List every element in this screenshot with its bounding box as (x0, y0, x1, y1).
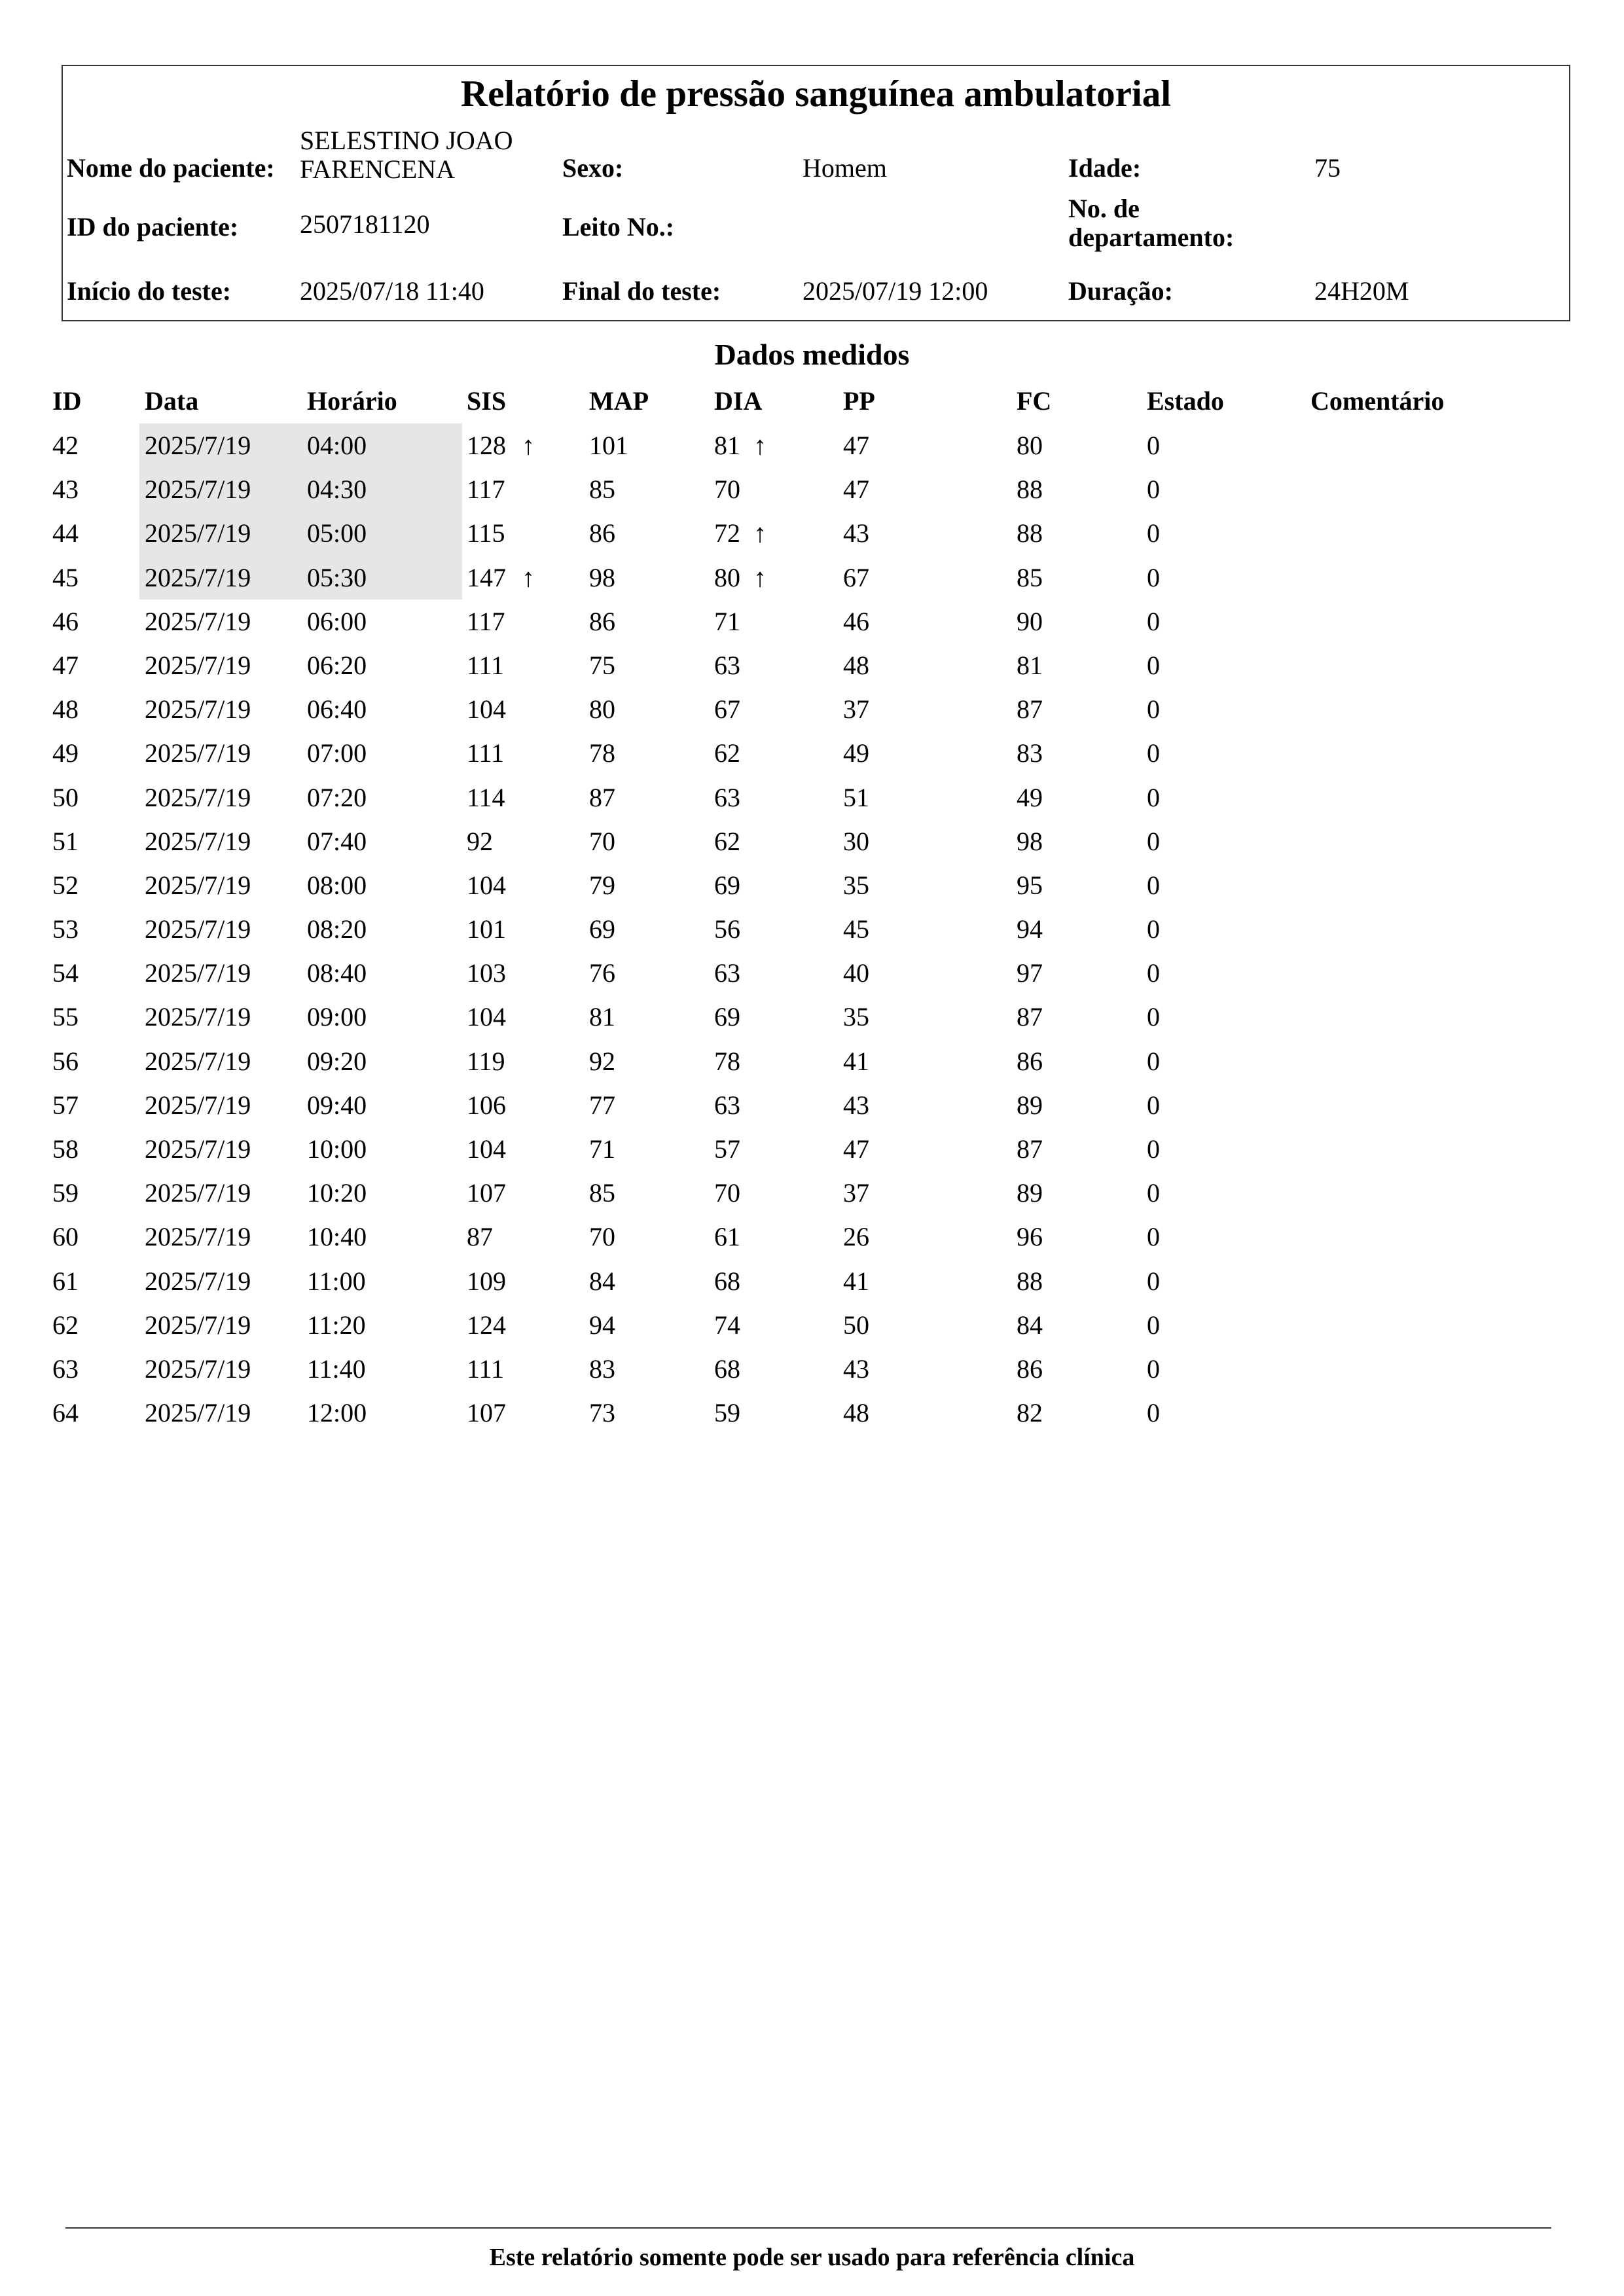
table-row (0, 907, 1624, 951)
cell-date: 2025/7/19 (145, 782, 251, 812)
cell-fc: 95 (1017, 870, 1043, 900)
cell-sis: 87 (467, 1222, 493, 1252)
table-row (0, 1259, 1624, 1303)
dia-high-arrow-icon: ↑ (753, 518, 767, 548)
cell-id: 55 (52, 1002, 79, 1032)
cell-time: 07:00 (307, 738, 367, 768)
cell-dia: 68 (714, 1266, 740, 1296)
cell-map: 70 (589, 1222, 615, 1252)
patient-id-label: ID do paciente: (67, 212, 239, 242)
cell-date: 2025/7/19 (145, 870, 251, 900)
cell-id: 45 (52, 562, 79, 592)
cell-date: 2025/7/19 (145, 650, 251, 680)
cell-time: 11:00 (307, 1266, 366, 1296)
cell-pp: 47 (843, 475, 869, 505)
cell-pp: 30 (843, 826, 869, 856)
cell-id: 56 (52, 1046, 79, 1076)
cell-pp: 46 (843, 606, 869, 636)
cell-fc: 83 (1017, 738, 1043, 768)
cell-status: 0 (1147, 1354, 1160, 1384)
table-row (0, 423, 1624, 467)
cell-dia: 72 (714, 518, 740, 548)
cell-sis: 109 (467, 1266, 506, 1296)
cell-fc: 82 (1017, 1398, 1043, 1428)
cell-date: 2025/7/19 (145, 562, 251, 592)
cell-time: 09:40 (307, 1090, 367, 1120)
cell-dia: 69 (714, 1002, 740, 1032)
column-header-sis: SIS (467, 386, 507, 416)
cell-date: 2025/7/19 (145, 914, 251, 944)
cell-fc: 49 (1017, 782, 1043, 812)
cell-fc: 94 (1017, 914, 1043, 944)
sis-high-arrow-icon: ↑ (522, 431, 535, 460)
column-header-fc: FC (1017, 386, 1052, 416)
cell-pp: 45 (843, 914, 869, 944)
age-label: Idade: (1068, 153, 1142, 183)
cell-dia: 68 (714, 1354, 740, 1384)
cell-status: 0 (1147, 738, 1160, 768)
cell-status: 0 (1147, 1266, 1160, 1296)
cell-map: 87 (589, 782, 615, 812)
table-row (0, 951, 1624, 995)
start-label: Início do teste: (67, 276, 232, 306)
cell-sis: 104 (467, 694, 506, 725)
cell-date: 2025/7/19 (145, 1266, 251, 1296)
cell-pp: 41 (843, 1266, 869, 1296)
cell-map: 69 (589, 914, 615, 944)
cell-map: 83 (589, 1354, 615, 1384)
cell-status: 0 (1147, 1046, 1160, 1076)
cell-sis: 119 (467, 1046, 505, 1076)
cell-sis: 106 (467, 1090, 506, 1120)
cell-dia: 61 (714, 1222, 740, 1252)
cell-status: 0 (1147, 606, 1160, 636)
cell-dia: 78 (714, 1046, 740, 1076)
cell-pp: 43 (843, 1354, 869, 1384)
cell-time: 12:00 (307, 1398, 367, 1428)
cell-pp: 48 (843, 1398, 869, 1428)
cell-map: 94 (589, 1310, 615, 1340)
footer-divider (65, 2227, 1551, 2229)
cell-date: 2025/7/19 (145, 1090, 251, 1120)
department-label: No. de departamento: (1068, 194, 1235, 252)
cell-map: 85 (589, 475, 615, 505)
cell-map: 75 (589, 650, 615, 680)
cell-id: 52 (52, 870, 79, 900)
cell-time: 08:20 (307, 914, 367, 944)
table-row (0, 1391, 1624, 1435)
age-value: 75 (1314, 153, 1341, 183)
cell-date: 2025/7/19 (145, 1134, 251, 1164)
table-row (0, 1171, 1624, 1215)
table-row (0, 1039, 1624, 1083)
cell-status: 0 (1147, 475, 1160, 505)
cell-time: 06:20 (307, 650, 367, 680)
cell-map: 80 (589, 694, 615, 725)
footer-note: Este relatório somente pode ser usado para referência clínica (489, 2244, 1135, 2271)
cell-date: 2025/7/19 (145, 694, 251, 725)
patient-name-value: SELESTINO JOAO FARENCENA (300, 126, 513, 184)
cell-fc: 80 (1017, 431, 1043, 460)
cell-map: 77 (589, 1090, 615, 1120)
cell-date: 2025/7/19 (145, 1002, 251, 1032)
cell-sis: 104 (467, 1134, 506, 1164)
cell-time: 05:30 (307, 562, 367, 592)
cell-id: 44 (52, 518, 79, 548)
cell-sis: 101 (467, 914, 506, 944)
table-row (0, 467, 1624, 511)
cell-sis: 107 (467, 1398, 506, 1428)
cell-dia: 67 (714, 694, 740, 725)
cell-map: 73 (589, 1398, 615, 1428)
table-row (0, 556, 1624, 600)
table-row (0, 1347, 1624, 1391)
cell-date: 2025/7/19 (145, 431, 251, 460)
cell-date: 2025/7/19 (145, 606, 251, 636)
cell-date: 2025/7/19 (145, 1354, 251, 1384)
cell-dia: 56 (714, 914, 740, 944)
cell-time: 06:00 (307, 606, 367, 636)
cell-sis: 111 (467, 650, 505, 680)
cell-date: 2025/7/19 (145, 1222, 251, 1252)
cell-time: 08:00 (307, 870, 367, 900)
table-row (0, 511, 1624, 555)
cell-time: 04:00 (307, 431, 367, 460)
cell-fc: 89 (1017, 1178, 1043, 1208)
patient-id-value: 2507181120 (300, 209, 430, 239)
table-row (0, 600, 1624, 643)
cell-date: 2025/7/19 (145, 826, 251, 856)
cell-status: 0 (1147, 958, 1160, 988)
cell-map: 86 (589, 518, 615, 548)
cell-id: 64 (52, 1398, 79, 1428)
cell-id: 63 (52, 1354, 79, 1384)
cell-pp: 51 (843, 782, 869, 812)
cell-sis: 107 (467, 1178, 506, 1208)
cell-date: 2025/7/19 (145, 958, 251, 988)
cell-map: 79 (589, 870, 615, 900)
cell-fc: 87 (1017, 694, 1043, 725)
table-row (0, 643, 1624, 687)
cell-time: 07:20 (307, 782, 367, 812)
table-row (0, 1083, 1624, 1127)
cell-fc: 84 (1017, 1310, 1043, 1340)
cell-status: 0 (1147, 1310, 1160, 1340)
cell-status: 0 (1147, 782, 1160, 812)
cell-fc: 90 (1017, 606, 1043, 636)
bed-label: Leito No.: (562, 212, 675, 242)
report-title: Relatório de pressão sanguínea ambulatorial (460, 73, 1172, 115)
cell-sis: 124 (467, 1310, 506, 1340)
cell-fc: 88 (1017, 475, 1043, 505)
cell-sis: 128 (467, 431, 506, 460)
cell-status: 0 (1147, 1002, 1160, 1032)
cell-sis: 92 (467, 826, 493, 856)
cell-dia: 71 (714, 606, 740, 636)
table-row (0, 687, 1624, 731)
cell-map: 78 (589, 738, 615, 768)
cell-status: 0 (1147, 826, 1160, 856)
cell-status: 0 (1147, 870, 1160, 900)
cell-time: 10:00 (307, 1134, 367, 1164)
end-value: 2025/07/19 12:00 (803, 276, 988, 306)
column-header-status: Estado (1147, 386, 1224, 416)
cell-time: 04:30 (307, 475, 367, 505)
cell-id: 42 (52, 431, 79, 460)
cell-map: 76 (589, 958, 615, 988)
cell-sis: 111 (467, 738, 505, 768)
cell-map: 71 (589, 1134, 615, 1164)
cell-time: 11:20 (307, 1310, 366, 1340)
cell-time: 06:40 (307, 694, 367, 725)
table-row (0, 776, 1624, 819)
cell-id: 60 (52, 1222, 79, 1252)
dia-high-arrow-icon: ↑ (753, 562, 767, 592)
cell-id: 61 (52, 1266, 79, 1296)
cell-pp: 37 (843, 694, 869, 725)
cell-sis: 117 (467, 475, 505, 505)
cell-date: 2025/7/19 (145, 1398, 251, 1428)
cell-time: 08:40 (307, 958, 367, 988)
cell-sis: 115 (467, 518, 505, 548)
cell-pp: 43 (843, 1090, 869, 1120)
cell-fc: 87 (1017, 1134, 1043, 1164)
cell-id: 43 (52, 475, 79, 505)
cell-dia: 62 (714, 826, 740, 856)
table-row (0, 1215, 1624, 1259)
cell-fc: 96 (1017, 1222, 1043, 1252)
dia-high-arrow-icon: ↑ (753, 431, 767, 460)
cell-status: 0 (1147, 1090, 1160, 1120)
cell-sis: 147 (467, 562, 506, 592)
measurement-table (0, 423, 1624, 1435)
cell-map: 85 (589, 1178, 615, 1208)
cell-pp: 35 (843, 1002, 869, 1032)
cell-status: 0 (1147, 1178, 1160, 1208)
cell-map: 70 (589, 826, 615, 856)
cell-time: 11:40 (307, 1354, 366, 1384)
cell-sis: 104 (467, 870, 506, 900)
column-header-date: Data (145, 386, 199, 416)
cell-id: 62 (52, 1310, 79, 1340)
cell-sis: 103 (467, 958, 506, 988)
column-header-map: MAP (589, 386, 649, 416)
cell-map: 81 (589, 1002, 615, 1032)
measured-data-title: Dados medidos (714, 338, 910, 371)
table-row (0, 731, 1624, 775)
cell-id: 48 (52, 694, 79, 725)
cell-dia: 63 (714, 782, 740, 812)
cell-dia: 69 (714, 870, 740, 900)
cell-date: 2025/7/19 (145, 475, 251, 505)
end-label: Final do teste: (562, 276, 721, 306)
cell-id: 46 (52, 606, 79, 636)
cell-date: 2025/7/19 (145, 1178, 251, 1208)
cell-fc: 88 (1017, 518, 1043, 548)
cell-fc: 89 (1017, 1090, 1043, 1120)
cell-status: 0 (1147, 562, 1160, 592)
cell-sis: 117 (467, 606, 505, 636)
cell-status: 0 (1147, 1134, 1160, 1164)
cell-id: 58 (52, 1134, 79, 1164)
cell-status: 0 (1147, 694, 1160, 725)
cell-status: 0 (1147, 1398, 1160, 1428)
cell-dia: 63 (714, 650, 740, 680)
cell-time: 05:00 (307, 518, 367, 548)
cell-dia: 70 (714, 1178, 740, 1208)
cell-id: 59 (52, 1178, 79, 1208)
cell-time: 10:40 (307, 1222, 367, 1252)
cell-sis: 111 (467, 1354, 505, 1384)
cell-dia: 62 (714, 738, 740, 768)
table-row (0, 1127, 1624, 1171)
cell-map: 98 (589, 562, 615, 592)
cell-id: 57 (52, 1090, 79, 1120)
cell-id: 54 (52, 958, 79, 988)
cell-dia: 63 (714, 1090, 740, 1120)
cell-pp: 47 (843, 1134, 869, 1164)
cell-dia: 63 (714, 958, 740, 988)
cell-map: 84 (589, 1266, 615, 1296)
column-header-id: ID (52, 386, 82, 416)
cell-fc: 97 (1017, 958, 1043, 988)
cell-fc: 85 (1017, 562, 1043, 592)
cell-fc: 88 (1017, 1266, 1043, 1296)
cell-time: 09:20 (307, 1046, 367, 1076)
table-row (0, 1303, 1624, 1347)
cell-dia: 74 (714, 1310, 740, 1340)
cell-time: 09:00 (307, 1002, 367, 1032)
duration-label: Duração: (1068, 276, 1173, 306)
cell-pp: 48 (843, 650, 869, 680)
cell-pp: 50 (843, 1310, 869, 1340)
cell-id: 50 (52, 782, 79, 812)
cell-id: 51 (52, 826, 79, 856)
cell-status: 0 (1147, 650, 1160, 680)
start-value: 2025/07/18 11:40 (300, 276, 484, 306)
cell-pp: 49 (843, 738, 869, 768)
cell-dia: 81 (714, 431, 740, 460)
patient-name-label: Nome do paciente: (67, 153, 275, 183)
cell-date: 2025/7/19 (145, 518, 251, 548)
cell-pp: 40 (843, 958, 869, 988)
column-header-pp: PP (843, 386, 875, 416)
cell-sis: 104 (467, 1002, 506, 1032)
cell-status: 0 (1147, 431, 1160, 460)
cell-map: 101 (589, 431, 628, 460)
cell-dia: 80 (714, 562, 740, 592)
cell-time: 07:40 (307, 826, 367, 856)
column-header-comment: Comentário (1310, 386, 1445, 416)
cell-status: 0 (1147, 914, 1160, 944)
table-row (0, 995, 1624, 1039)
duration-value: 24H20M (1314, 276, 1409, 306)
cell-dia: 57 (714, 1134, 740, 1164)
cell-id: 47 (52, 650, 79, 680)
cell-map: 92 (589, 1046, 615, 1076)
cell-pp: 37 (843, 1178, 869, 1208)
cell-pp: 26 (843, 1222, 869, 1252)
cell-id: 53 (52, 914, 79, 944)
cell-pp: 47 (843, 431, 869, 460)
cell-pp: 43 (843, 518, 869, 548)
cell-fc: 86 (1017, 1046, 1043, 1076)
cell-fc: 87 (1017, 1002, 1043, 1032)
cell-status: 0 (1147, 518, 1160, 548)
cell-date: 2025/7/19 (145, 738, 251, 768)
cell-fc: 81 (1017, 650, 1043, 680)
sis-high-arrow-icon: ↑ (522, 562, 535, 592)
cell-fc: 98 (1017, 826, 1043, 856)
cell-map: 86 (589, 606, 615, 636)
cell-fc: 86 (1017, 1354, 1043, 1384)
sex-value: Homem (803, 153, 887, 183)
cell-date: 2025/7/19 (145, 1310, 251, 1340)
sex-label: Sexo: (562, 153, 624, 183)
patient-info-box (62, 65, 1570, 321)
table-row (0, 819, 1624, 863)
cell-time: 10:20 (307, 1178, 367, 1208)
column-header-time: Horário (307, 386, 397, 416)
cell-id: 49 (52, 738, 79, 768)
cell-sis: 114 (467, 782, 505, 812)
cell-dia: 59 (714, 1398, 740, 1428)
cell-dia: 70 (714, 475, 740, 505)
table-row (0, 863, 1624, 907)
cell-pp: 41 (843, 1046, 869, 1076)
cell-pp: 35 (843, 870, 869, 900)
cell-status: 0 (1147, 1222, 1160, 1252)
cell-pp: 67 (843, 562, 869, 592)
column-header-dia: DIA (714, 386, 763, 416)
cell-date: 2025/7/19 (145, 1046, 251, 1076)
